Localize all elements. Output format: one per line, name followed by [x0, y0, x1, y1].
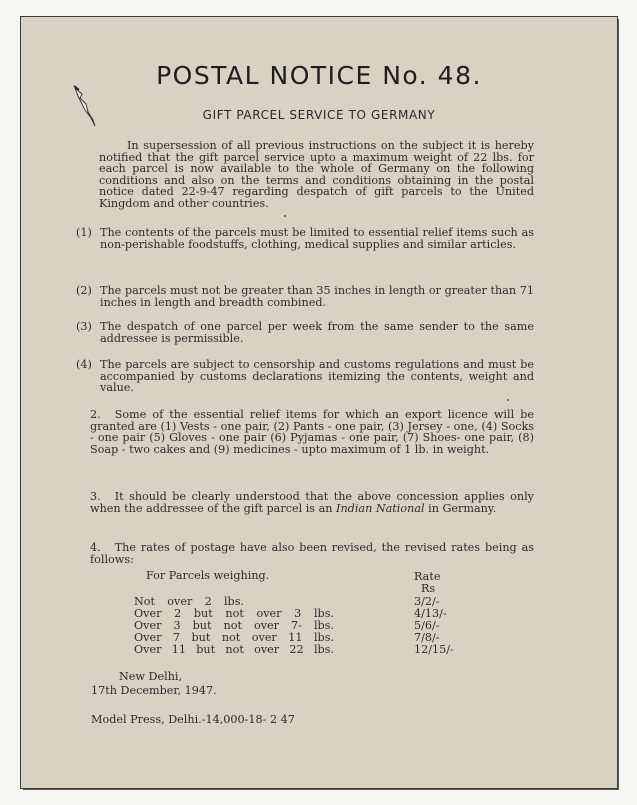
condition-number: (4): [76, 358, 92, 371]
paragraph-text-end: in Germany.: [424, 501, 497, 515]
weight-range: Not over 2 lbs.: [134, 595, 244, 608]
condition-4: [76, 358, 534, 394]
issue-place: New Delhi,: [119, 670, 183, 683]
weight-column-header: For Parcels weighing.: [146, 569, 270, 582]
rate-value: 4/13/-: [414, 607, 447, 620]
postal-notice-sheet: [21, 17, 617, 788]
weight-range: Over 7 but not over 11 lbs.: [134, 631, 334, 644]
condition-number: (1): [76, 226, 92, 239]
paragraph-number: 3.: [90, 490, 101, 503]
ink-speck: [507, 399, 509, 401]
condition-text: The parcels are subject to censorship and customs regulations and must be accompanied by customs declarations itemizing the contents, weight and value.: [100, 358, 534, 394]
ink-speck: [284, 215, 286, 217]
weight-range: Over 11 but not over 22 lbs.: [134, 643, 334, 656]
rate-row: [134, 596, 534, 608]
printer-imprint: Model Press, Delhi.-14,000-18- 2 47: [91, 713, 295, 726]
notice-subtitle: GIFT PARCEL SERVICE TO GERMANY: [202, 108, 436, 122]
condition-number: (2): [76, 284, 92, 297]
paragraph-number: 2.: [90, 408, 101, 421]
paragraph-text: It should be clearly understood that the above concession applies only when the addressee of the gift parcel is an: [90, 490, 534, 515]
intro-paragraph: In supersession of all previous instructions on the subject it is hereby notified that the gift parcel service upto a maximum weight of 22 lbs. for each parcel is now available to the whole of Germany on the following conditions and also on the terms and conditions obtaining in the postal notice dated 22-9-47 regarding despatch of gift parcels to the United Kingdom and other countries.: [99, 139, 534, 210]
condition-2: [76, 284, 534, 309]
condition-text: The contents of the parcels must be limited to essential relief items such as non-perishable foodstuffs, clothing, medical supplies and similar articles.: [100, 226, 534, 251]
condition-text: The despatch of one parcel per week from the same sender to the same addressee is permissible.: [100, 320, 534, 345]
rate-row: [134, 644, 534, 656]
paragraph-number: 4.: [90, 541, 101, 554]
notice-title: POSTAL NOTICE No. 48.: [156, 61, 482, 90]
rate-row: [134, 608, 534, 620]
rate-row: [134, 620, 534, 632]
rate-value: 3/2/-: [414, 595, 440, 608]
paragraph-emphasis: Indian National: [336, 501, 425, 515]
rate-column-header: Rate: [414, 570, 441, 583]
condition-text: The parcels must not be greater than 35 inches in length or greater than 71 inches in length and breadth combined.: [100, 284, 534, 309]
rate-value: 7/8/-: [414, 631, 440, 644]
paragraph-3: [90, 491, 534, 514]
condition-3: [76, 320, 534, 345]
rate-value: 12/15/-: [414, 643, 454, 656]
paragraph-2: [90, 409, 534, 455]
weight-range: Over 2 but not over 3 lbs.: [134, 607, 334, 620]
paragraph-text: The rates of postage have also been revised, the revised rates being as follows:: [90, 541, 534, 566]
rate-row: [134, 632, 534, 644]
weight-range: Over 3 but not over 7- lbs.: [134, 619, 334, 632]
issue-date: 17th December, 1947.: [91, 684, 217, 697]
condition-number: (3): [76, 320, 92, 333]
condition-1: [76, 226, 534, 251]
rate-value: 5/6/-: [414, 619, 440, 632]
paragraph-text: Some of the essential relief items for which an export licence will be granted are (1) Vests - one pair, (2) Pants - one pair, (3) Jersey - one, (4) Socks - one pair (5) Gloves - one pair (6) Pyjamas - one pair, (7) Shoes- one pair, (8) Soap - two cakes and (9) medicines - upto maximum of 1 lb. in weight.: [90, 408, 534, 456]
rate-unit-label: Rs: [421, 582, 436, 595]
paragraph-4: [90, 542, 534, 565]
